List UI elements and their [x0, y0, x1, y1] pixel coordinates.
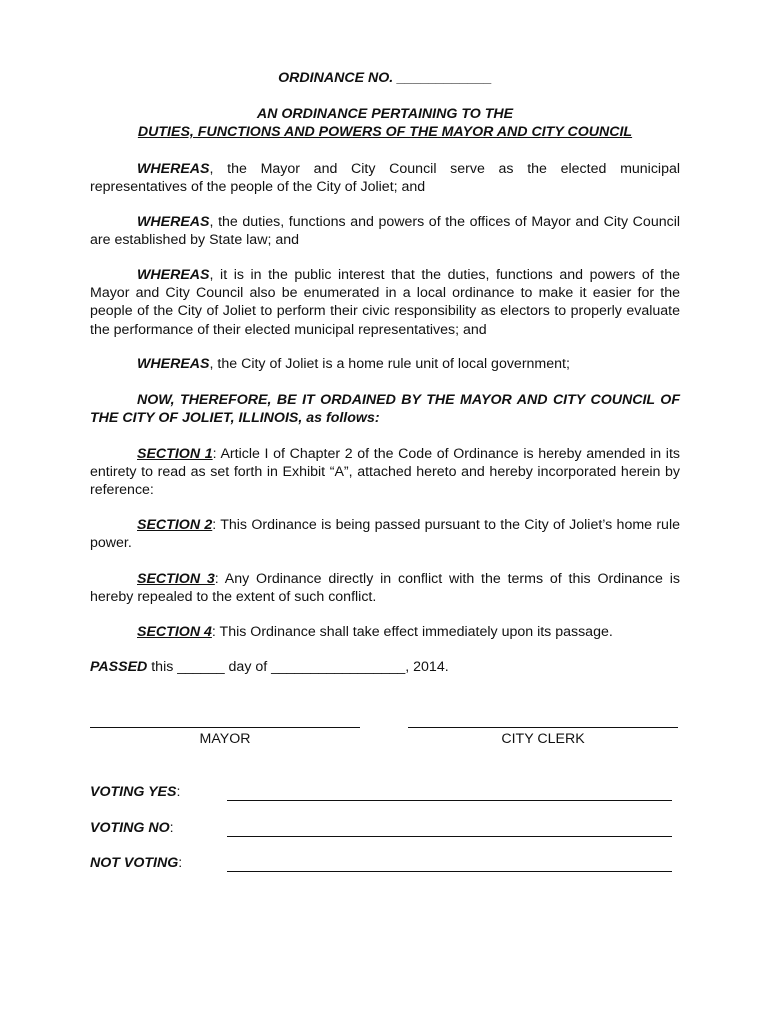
whereas-paragraph-4: WHEREAS, the City of Joliet is a home rule unit of local government; [137, 356, 570, 372]
city-clerk-label: CITY CLERK [501, 731, 585, 747]
ordinance-number: ORDINANCE NO. ____________ [278, 70, 492, 86]
voting-no-line [227, 836, 672, 837]
voting-yes-label: VOTING YES: [90, 784, 181, 800]
voting-no-label: VOTING NO: [90, 820, 174, 836]
whereas-paragraph-2: WHEREAS, the duties, functions and powers of the offices of Mayor and City Council are established by State law; and [90, 214, 680, 249]
section-2-paragraph: SECTION 2: This Ordinance is being passed pursuant to the City of Joliet’s home rule power. [90, 517, 680, 552]
clerk-signature-line [408, 727, 678, 728]
title-line-1: AN ORDINANCE PERTAINING TO THE [256, 106, 514, 122]
mayor-signature-line [90, 727, 360, 728]
mayor-label: MAYOR [199, 731, 251, 747]
ordinance-page [90, 0, 680, 1024]
whereas-paragraph-1: WHEREAS, the Mayor and City Council serve as the elected municipal representatives of the people of the City of Joliet; and [90, 161, 680, 196]
passed-line: PASSED this ______ day of _________________, 2014. [90, 659, 449, 675]
section-4-paragraph: SECTION 4: This Ordinance shall take effect immediately upon its passage. [137, 624, 613, 640]
title-line-2: DUTIES, FUNCTIONS AND POWERS OF THE MAYOR AND CITY COUNCIL [137, 124, 633, 140]
not-voting-label: NOT VOTING: [90, 855, 183, 871]
voting-yes-line [227, 800, 672, 801]
not-voting-line [227, 871, 672, 872]
now-therefore-paragraph: NOW, THEREFORE, BE IT ORDAINED BY THE MAYOR AND CITY COUNCIL OF THE CITY OF JOLIET, ILLINOIS, as follows: [90, 392, 680, 427]
section-3-paragraph: SECTION 3: Any Ordinance directly in conflict with the terms of this Ordinance is hereby repealed to the extent of such conflict. [90, 571, 680, 606]
whereas-paragraph-3: WHEREAS, it is in the public interest that the duties, functions and powers of the Mayor and City Council also be enumerated in a local ordinance to make it easier for the people of the City of Joliet to perform their civic responsibility as electors to properly evaluate the performance of their elected municipal representatives; and [90, 267, 680, 338]
section-1-paragraph: SECTION 1: Article I of Chapter 2 of the Code of Ordinance is hereby amended in its entirety to read as set forth in Exhibit “A”, attached hereto and hereby incorporated herein by reference: [90, 446, 680, 499]
